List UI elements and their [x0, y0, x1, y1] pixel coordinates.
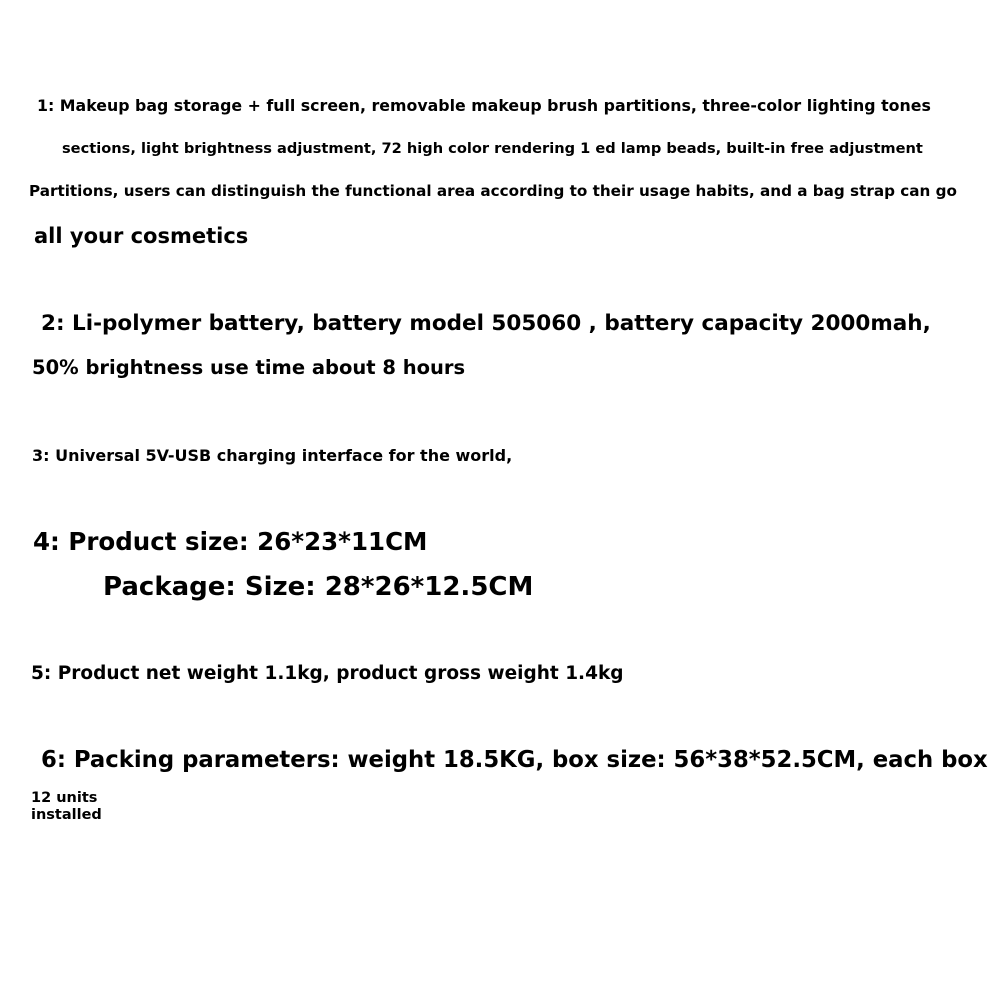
item-4-line-1: 4: Product size: 26*23*11CM [33, 527, 428, 556]
item-1-line-2: sections, light brightness adjustment, 72 high color rendering 1 ed lamp beads, built-in free adjustment [62, 140, 923, 157]
item-2-line-1: 2: Li-polymer battery, battery model 505060 , battery capacity 2000mah, [41, 311, 931, 336]
item-4-line-2: Package: Size: 28*26*12.5CM [103, 572, 534, 602]
item-1-line-1: 1: Makeup bag storage + full screen, removable makeup brush partitions, three-color lighting tones [37, 96, 931, 115]
item-6-line-2: 12 units [31, 790, 98, 806]
item-5-line-1: 5: Product net weight 1.1kg, product gross weight 1.4kg [31, 663, 624, 684]
item-6-line-3: installed [31, 807, 102, 823]
item-1-line-3: Partitions, users can distinguish the functional area according to their usage habits, and a bag strap can go [29, 182, 957, 200]
item-3-line-1: 3: Universal 5V-USB charging interface for the world, [32, 446, 513, 465]
item-1-line-4: all your cosmetics [34, 224, 249, 248]
item-2-line-2: 50% brightness use time about 8 hours [32, 356, 466, 379]
item-6-line-1: 6: Packing parameters: weight 18.5KG, box size: 56*38*52.5CM, each box [41, 747, 988, 773]
